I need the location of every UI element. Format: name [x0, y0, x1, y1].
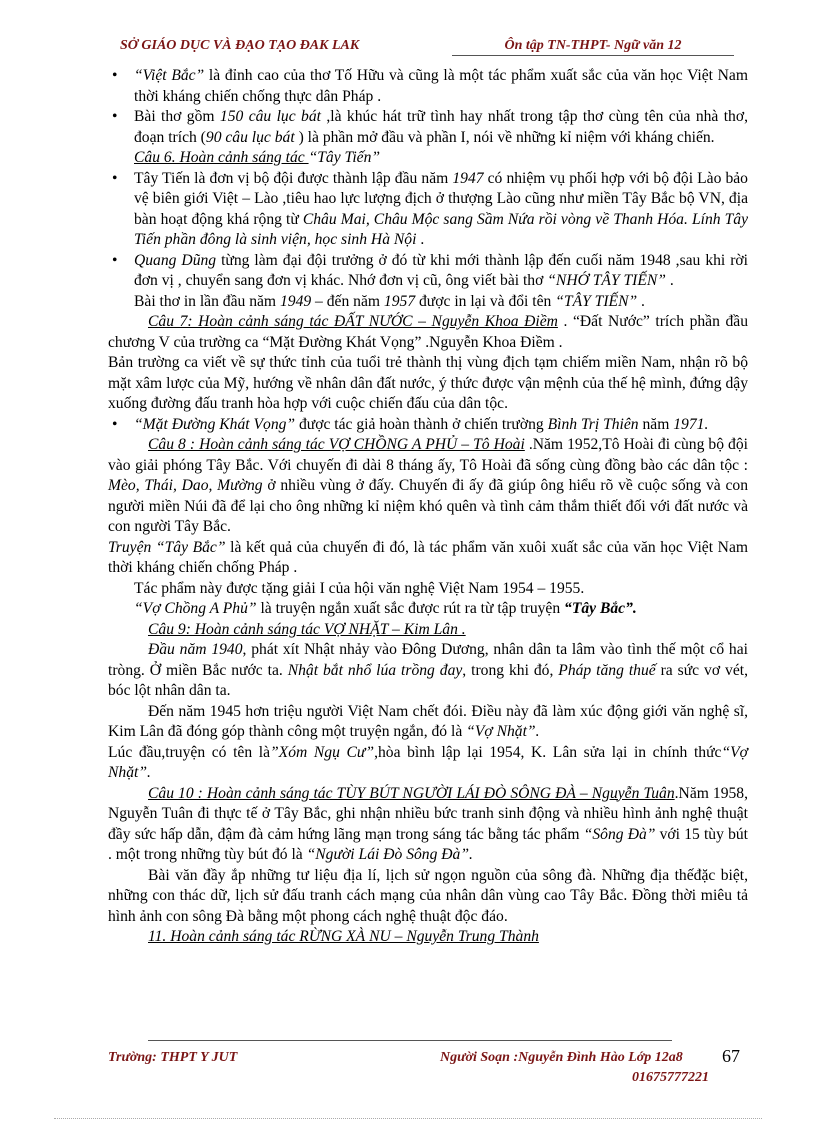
paragraph	[108, 640, 748, 702]
question-8-paragraph	[108, 435, 748, 538]
text-span: từng làm đại đội trưởng ở đó từ khi mới thành lập đến cuối năm 1948 ,sau khi rời đơn vị , chuyển sang đơn vị khác. Nhớ đơn vị cũ, ông viết bài thơ	[134, 251, 749, 289]
text-span: ở nhiều vùng ở đấy. Chuyến đi ấy đã giúp ông hiểu rõ về cuộc sống và con người miền Núi đã để lại cho ông những kỉ niệm khó quên và tình cảm thắm thiết đối với đất nước và con người Tây Bắc.	[108, 477, 748, 535]
text-span: .	[665, 272, 674, 289]
text-span: Câu 10 : Hoàn cảnh sáng tác TÙY BÚT NGƯỜI LÁI ĐÒ SÔNG ĐÀ – Nguyễn Tuân	[148, 784, 675, 802]
text-span: .	[637, 292, 645, 310]
bullet-paragraph	[108, 415, 748, 436]
footer-author: Người Soạn :Nguyễn Đình Hào Lớp 12a8	[440, 1050, 683, 1065]
text-span: Bài thơ gồm	[134, 108, 220, 125]
paragraph	[108, 743, 748, 784]
question-9-heading	[108, 620, 748, 641]
text-span: “Người Lái Đò Sông Đà”.	[306, 846, 473, 863]
question-6-heading	[108, 148, 748, 169]
text-span: “Sông Đà”	[583, 825, 656, 843]
text-span: ”Xóm Ngụ Cư”	[270, 743, 375, 761]
text-span: có nhiệm vụ phối hợp với bộ đội Lào bảo vệ biên giới Việt – Lào ,tiêu hao lực lượng địch ở thượng Lào cũng như miền Tây Bắc bộ VN, địa bàn hoạt động khá rộng từ	[134, 169, 748, 228]
paragraph	[108, 292, 748, 313]
document-body	[108, 66, 748, 948]
text-span: .Năm 1958, Nguyễn Tuân đi thực tế ở Tây Bắc, ghi nhận nhiều bức tranh sinh động và nhiều hình ảnh nghệ thuật đầy sức hấp dẫn, đậm đà cảm hứng lãng mạn trong sáng tác bằng tác phẩm	[108, 784, 748, 843]
footer-school: Trường: THPT Y JUT	[108, 1050, 238, 1065]
text-span: Quang Dũng	[134, 251, 217, 269]
text-span: Đầu năm 1940	[148, 641, 243, 658]
text-span: Câu 8 : Hoàn cảnh sáng tác VỢ CHỒNG A PHỦ – Tô Hoài	[148, 436, 525, 453]
text-span: Châu Mai, Châu Mộc sang Sầm Nứa rồi vòng về Thanh Hóa. Lính Tây Tiến phần đông là sinh viện, học sinh Hà Nội	[134, 210, 748, 248]
header-department: SỞ GIÁO DỤC VÀ ĐẠO TẠO ĐAK LAK	[120, 38, 360, 53]
text-span: “Vợ Nhặt”.	[466, 723, 540, 740]
text-span: Truyện “Tây Bắc”	[108, 538, 226, 556]
page-bottom-dotted-line	[54, 1118, 762, 1119]
text-span: năm	[638, 415, 674, 433]
bullet-paragraph	[108, 169, 748, 251]
text-span: Bình Trị Thiên	[547, 415, 639, 433]
question-10-paragraph	[108, 784, 748, 866]
text-span: là đỉnh cao của thơ Tố Hữu và cũng là một tác phẩm xuất sắc của văn học Việt Nam thời kháng chiến chống thực dân Pháp .	[134, 67, 748, 105]
bullet-paragraph	[108, 107, 748, 148]
paragraph: Bài văn đầy ắp những tư liệu địa lí, lịch sử ngọn nguồn của sông đà. Những địa thếđặc biệt, những con thác dữ, lịch sử đấu tranh cách mạng của nhân dân vùng cao Tây Bắc. Đồng thời miêu tả hình ảnh con sông Đà bằng một phong cách nghệ thuật độc đáo.	[108, 866, 748, 925]
text-span: “Tây Tiến”	[308, 149, 381, 166]
text-span: , phát xít Nhật nhảy vào Đông Dương, nhân dân ta lâm vào tình thế một cổ hai tròng. Ở miền Bắc nước ta.	[108, 641, 748, 679]
text-span: . “Đất Nước” trích phần đầu chương V của trường ca “Mặt Đường Khát Vọng” .Nguyễn Khoa Điềm .	[108, 313, 748, 351]
paragraph: Bản trường ca viết về sự thức tỉnh của tuổi trẻ thành thị vùng địch tạm chiếm miền Nam, nhận rõ bộ mặt xâm lược của Mỹ, hướng về nhân dân đất nước, ý thức được vận mệnh của thế hệ mình, đứng dậy xuống đường đấu tranh hòa hợp với cuộc chiến đấu của dân tộc.	[108, 354, 748, 412]
text-span: ra sức vơ vét, bóc lột nhân dân ta.	[108, 661, 748, 699]
header-course: Ôn tập TN-THPT- Ngữ văn 12	[452, 38, 734, 56]
text-span: .Năm 1952,Tô Hoài đi cùng bộ đội vào giải phóng Tây Bắc. Với chuyến đi dài 8 tháng ấy, Tô Hoài đã sống cùng đồng bào các dân tộc :	[108, 436, 748, 474]
text-span: Pháp tăng thuế	[558, 661, 656, 679]
text-span: 150 câu lục bát	[219, 108, 321, 125]
text-span: 1971.	[673, 415, 709, 433]
text-span: “Vợ Chồng A Phủ”	[134, 600, 257, 617]
text-span: 1947	[452, 169, 484, 187]
bullet-paragraph	[108, 251, 748, 292]
question-11-heading	[108, 927, 748, 948]
paragraph	[108, 538, 748, 579]
text-span: “Tây Bắc”.	[564, 600, 637, 617]
text-span: “NHỚ TÂY TIẾN”	[547, 272, 666, 289]
paragraph	[108, 599, 748, 620]
text-span: Lúc đầu,truyện có tên là	[108, 743, 270, 761]
text-span: “TÂY TIẾN”	[555, 292, 638, 310]
text-span: “Mặt Đường Khát Vọng”	[134, 415, 296, 433]
paragraph: Tác phẩm này được tặng giải I của hội văn nghệ Việt Nam 1954 – 1955.	[134, 579, 585, 597]
question-7-paragraph	[108, 312, 748, 353]
text-span: Câu 6. Hoàn cảnh sáng tác	[134, 149, 309, 166]
text-span: 11. Hoàn cảnh sáng tác RỪNG XÀ NU – Nguyễn Trung Thành	[148, 928, 539, 945]
footer-divider	[148, 1040, 672, 1041]
page-number: 67	[722, 1046, 740, 1066]
text-span: 1957	[383, 292, 416, 310]
text-span: 90 câu lục bát	[205, 128, 295, 146]
text-span: 1949	[279, 292, 312, 310]
text-span: Đến năm 1945 hơn triệu người Việt Nam chết đói. Điều này đã làm xúc động giới văn nghệ sĩ, Kim Lân đã đóng góp thành công một truyện ngắn, đó là	[108, 702, 748, 740]
text-span: ,là khúc hát trữ tình hay nhất trong tập thơ cùng tên của nhà thơ, đoạn trích (	[134, 108, 749, 146]
text-span: – đến năm	[311, 292, 384, 310]
text-span: được in lại và đổi tên	[415, 292, 556, 310]
text-span: Câu 9: Hoàn cảnh sáng tác VỢ NHẶT – Kim Lân .	[148, 620, 466, 638]
bullet-paragraph	[108, 66, 748, 107]
text-span: .	[416, 231, 425, 248]
text-span: “Việt Bắc”	[134, 67, 205, 84]
text-span: ,hòa bình lập lại 1954, K. Lân sửa lại in chính thức	[374, 743, 722, 761]
text-span: “Vợ Nhặt”.	[108, 743, 748, 781]
text-span: , trong khi đó,	[462, 661, 559, 679]
text-span: Tây Tiến là đơn vị bộ đội được thành lập đầu năm	[134, 169, 453, 187]
footer-phone: 01675777221	[632, 1070, 709, 1085]
text-span: Mèo, Thái, Dao, Mường	[108, 477, 263, 494]
text-span: Nhật bắt nhổ lúa trồng đay	[287, 661, 463, 679]
text-span: Câu 7: Hoàn cảnh sáng tác ĐẤT NƯỚC – Nguyễn Khoa Điềm	[148, 313, 558, 330]
text-span: với 15 tùy bút . một trong những tùy bút đó là	[108, 825, 748, 863]
text-span: là kết quả của chuyến đi đó, là tác phẩm văn xuôi xuất sắc của văn học Việt Nam thời kháng chiến chống Pháp .	[108, 538, 748, 576]
text-span: được tác giả hoàn thành ở chiến trường	[295, 415, 548, 433]
paragraph	[108, 702, 748, 743]
text-span: Bài thơ in lần đầu năm	[134, 292, 280, 310]
text-span: ) là phần mở đầu và phần I, nói về những kỉ niệm với kháng chiến.	[294, 128, 715, 146]
text-span: là truyện ngắn xuất sắc được rút ra từ tập truyện	[256, 600, 565, 617]
